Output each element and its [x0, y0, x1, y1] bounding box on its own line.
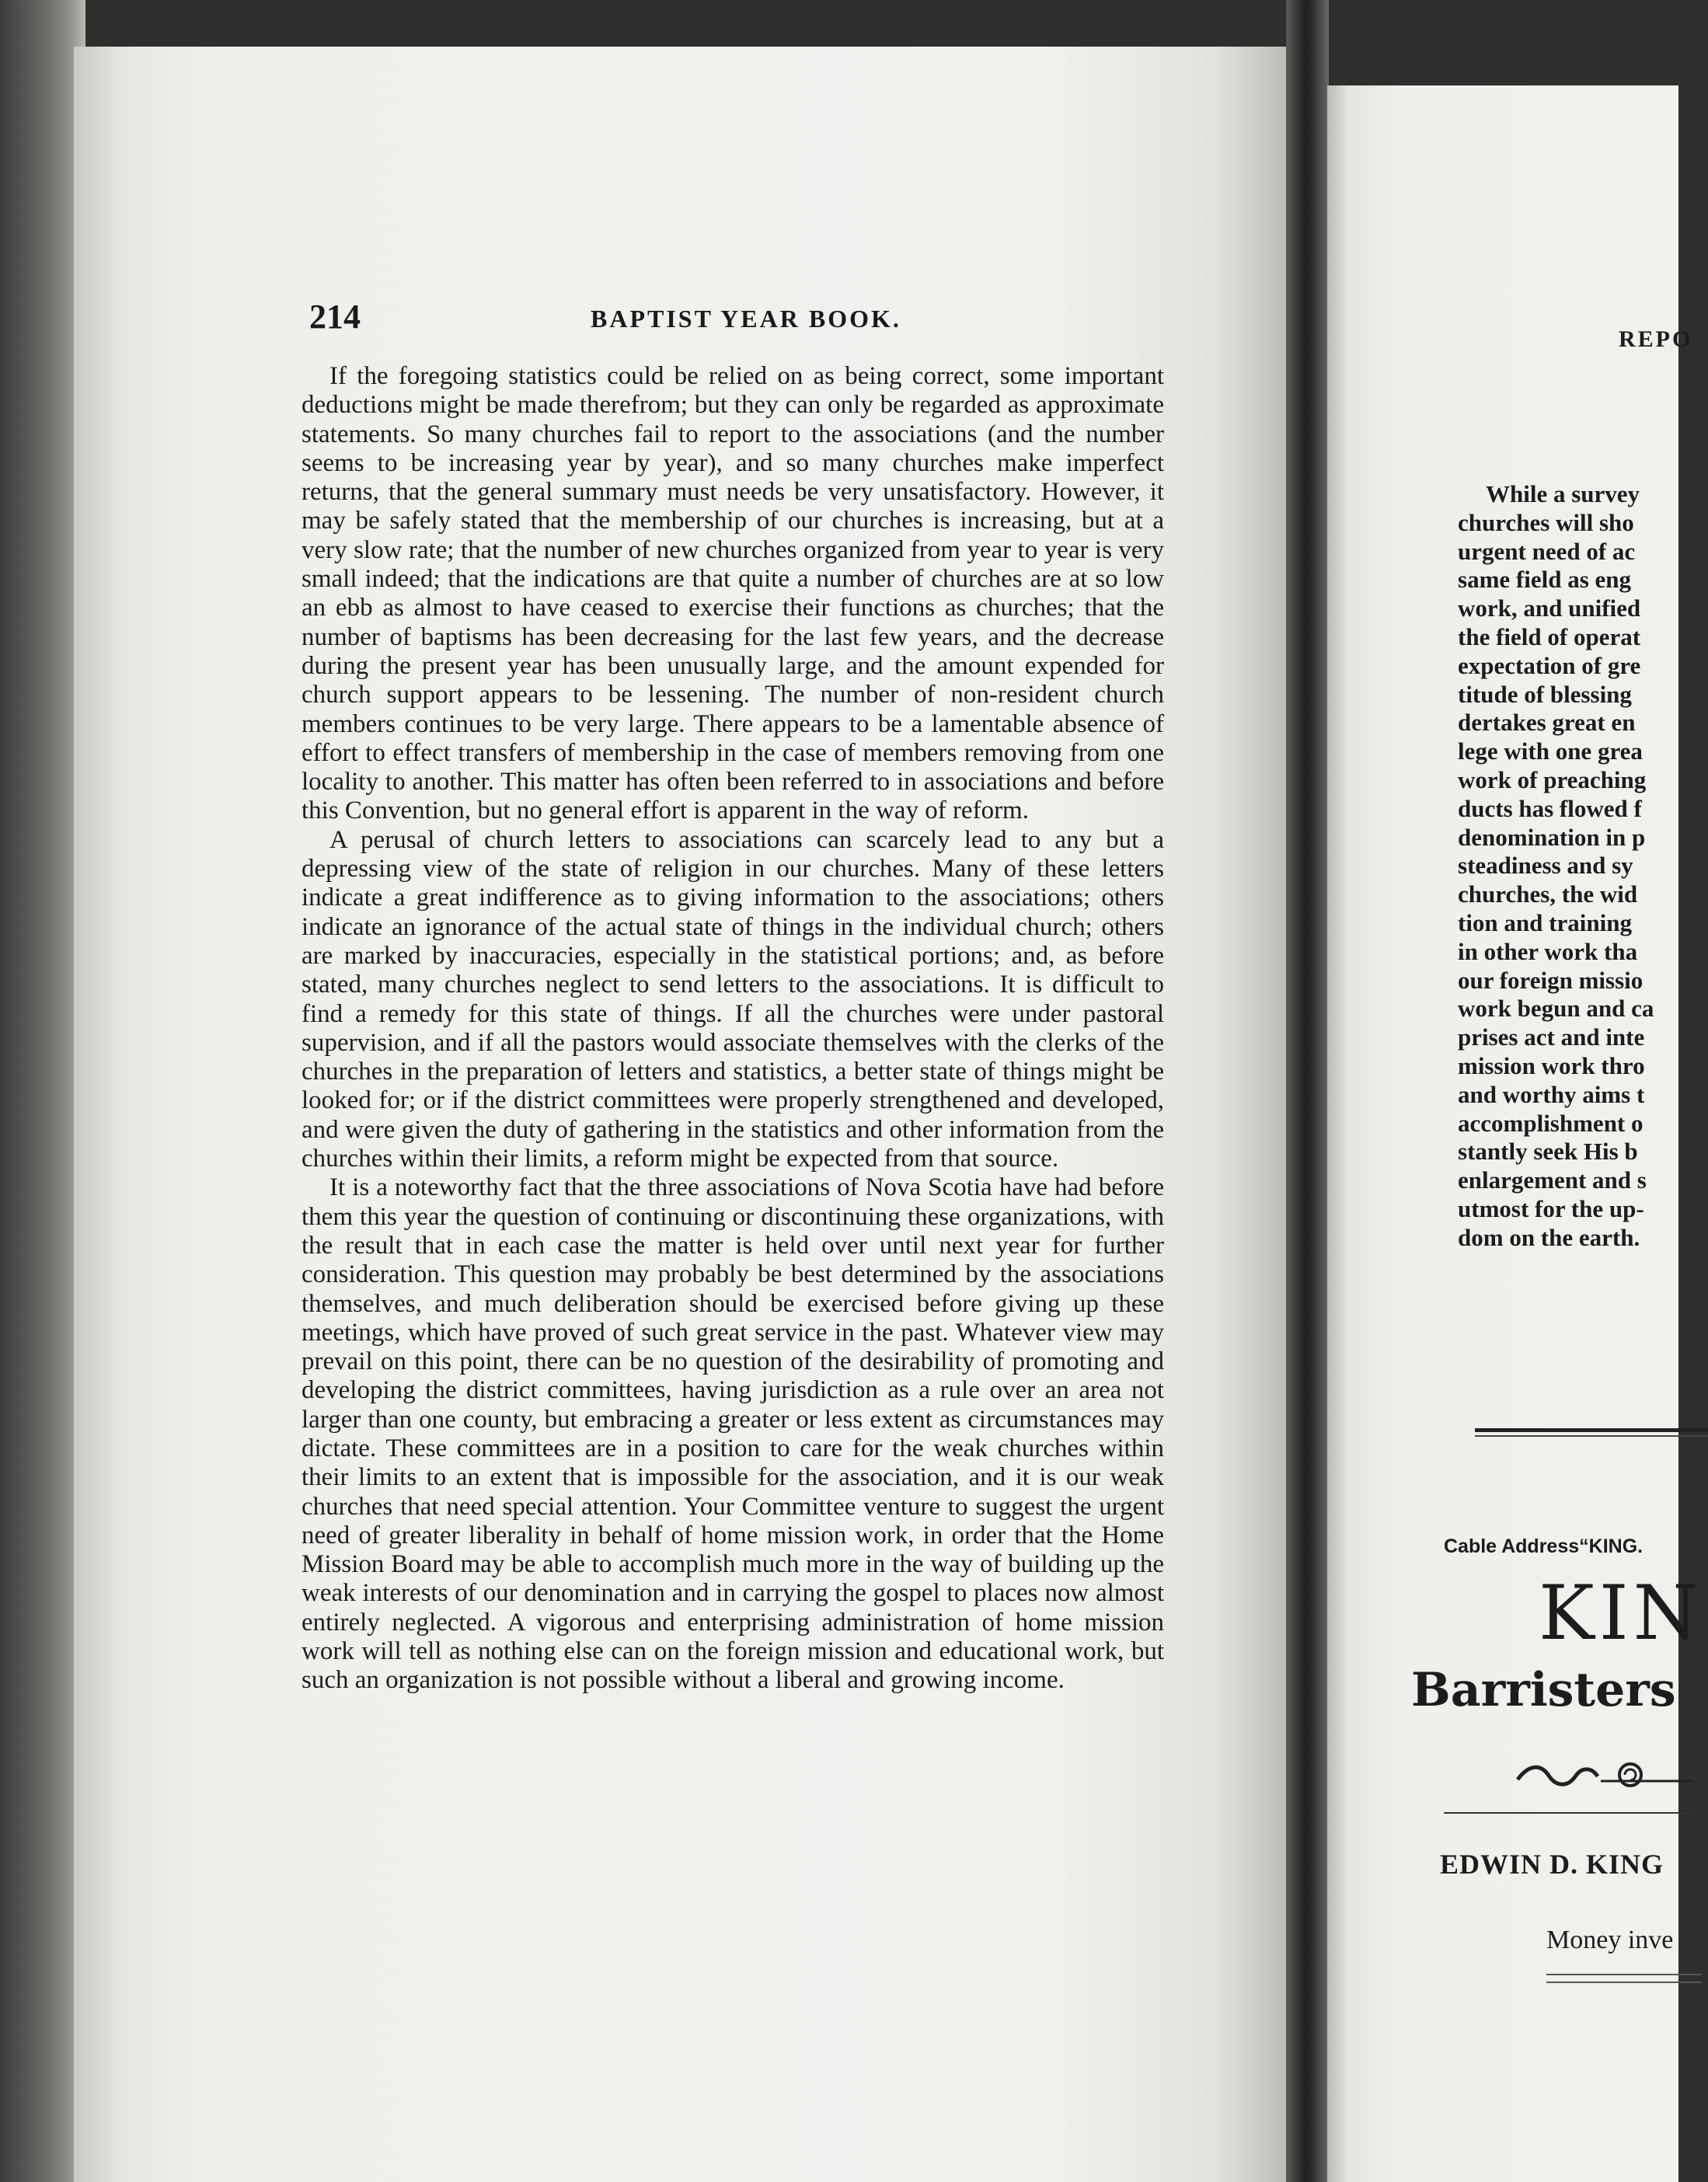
- cable-address: Cable Address“KING.: [1444, 1535, 1644, 1557]
- text-line: urgent need of ac: [1458, 537, 1636, 565]
- page-number: 214: [309, 298, 361, 336]
- body-text: [302, 362, 1164, 1696]
- right-running-head: REPO: [1619, 326, 1693, 352]
- ad-top-rule-thin: [1475, 1435, 1708, 1437]
- text-line: accomplishment o: [1458, 1109, 1644, 1137]
- text-line: the field of operat: [1458, 622, 1641, 650]
- text-line: utmost for the up-: [1458, 1194, 1644, 1222]
- text-line: our foreign missio: [1458, 966, 1644, 994]
- text-line: lege with one grea: [1458, 737, 1643, 765]
- ad-top-rule: [1475, 1428, 1708, 1432]
- book-gutter: [1286, 0, 1329, 2182]
- text-line: denomination in p: [1458, 823, 1646, 851]
- right-page: [1327, 85, 1703, 2182]
- text-line: mission work thro: [1458, 1051, 1645, 1079]
- text-line: same field as eng: [1458, 566, 1632, 594]
- text-line: titude of blessing: [1458, 680, 1632, 708]
- money-line: Money inve: [1546, 1926, 1674, 1954]
- paragraph: If the foregoing statistics could be relied on as being correct, some important deductions might be made therefrom; but they can only be regarded as approximate statements. So many churches fail to report to the associations (and the number seems to be increasing year by year), and so many churches make imperfect returns, that the general summary must needs be very unsatisfactory. However, it may be safely stated that the membership of our churches is increasing, but at a very slow rate; that the number of new churches organized from year to year is very small indeed; that the indications are that quite a number of churches are at so low an ebb as almost to have ceased to exercise their functions as churches; that the number of baptisms has been decreasing for the last few years, and the decrease during the present year has been unusually large, and the amount expended for church support appears to be lessening. The number of non-resident church members continues to be very large. There appears to be a lamentable absence of effort to effect transfers of membership in the case of members removing from one locality to another. This matter has often been referred to in associations and before this Convention, but no general effort is apparent in the way of reform.: [302, 362, 1164, 825]
- scroll-ornament-icon: [1514, 1756, 1692, 1795]
- book-edge: [0, 0, 85, 2182]
- running-head: BAPTIST YEAR BOOK.: [591, 305, 901, 333]
- attorney-name: EDWIN D. KING: [1440, 1849, 1664, 1880]
- text-line: work of preaching: [1458, 765, 1647, 793]
- text-line: steadiness and sy: [1458, 852, 1633, 880]
- text-line: work, and unified: [1458, 594, 1641, 622]
- text-line: expectation of gre: [1458, 651, 1641, 679]
- paragraph: It is a noteworthy fact that the three associations of Nova Scotia have had before them this year the question of continuing or discontinuing these organizations, with the result that in each case the matter is held over until next year for further consideration. This question may probably be best determined by the associations themselves, and much deliberation should be exercised before giving up these meetings, which have proved of such great service in the past. Whatever view may prevail on this point, there can be no question of the desirability of promoting and developing the district committees, having jurisdiction as a rule over an area not larger than one county, but embracing a greater or less extent as circumstances may dictate. These committees are in a position to care for the weak churches within their limits to an extent that is impossible for the association, and it is our weak churches that need special attention. Your Committee venture to suggest the urgent need of greater liberality in behalf of home mission work, in order that the Home Mission Board may be able to accomplish much more in the way of building up the weak interests of our denomination and in carrying the gospel to places now almost entirely neglected. A vigorous and enterprising administration of home mission work will tell as nothing else can on the foreign mission and educational work, but such an organization is not possible without a liberal and growing income.: [302, 1173, 1164, 1695]
- ornament-rule: [1444, 1812, 1692, 1814]
- barristers-heading: Barristers: [1411, 1663, 1676, 1717]
- text-line: While a survey: [1486, 480, 1640, 507]
- text-line: work begun and ca: [1458, 995, 1654, 1023]
- firm-name: KIN: [1539, 1570, 1703, 1657]
- text-line: churches, the wid: [1458, 880, 1638, 908]
- text-line: dertakes great en: [1458, 709, 1636, 737]
- double-rule: [1546, 1974, 1702, 1983]
- text-line: prises act and inte: [1458, 1023, 1645, 1051]
- text-line: tion and training: [1458, 908, 1632, 936]
- text-line: churches will sho: [1458, 508, 1634, 536]
- text-line: ducts has flowed f: [1458, 794, 1642, 822]
- paragraph: A perusal of church letters to associations can scarcely lead to any but a depressing view of the state of religion in our churches. Many of these letters indicate a great indifference as to giving information to the associations; others indicate an ignorance of the actual state of things in the individual church; others are marked by inaccuracies, especially in the statistical portions; and, as before stated, many churches neglect to send letters to the associations. It is difficult to find a remedy for this state of things. If all the churches were under pastoral supervision, and if all the pastors would associate themselves with the clerks of the churches in the preparation of letters and statistics, a better state of things might be looked for; or if the district committees were properly strengthened and developed, and were given the duty of gathering in the statistics and other information from the churches within their limits, a reform might be expected from that source.: [302, 825, 1164, 1173]
- text-line: dom on the earth.: [1458, 1223, 1640, 1251]
- text-line: stantly seek His b: [1458, 1138, 1638, 1166]
- text-line: and worthy aims t: [1458, 1080, 1645, 1108]
- right-page-text: [1458, 480, 1654, 1253]
- text-line: enlargement and s: [1458, 1166, 1647, 1194]
- text-line: in other work tha: [1458, 937, 1638, 965]
